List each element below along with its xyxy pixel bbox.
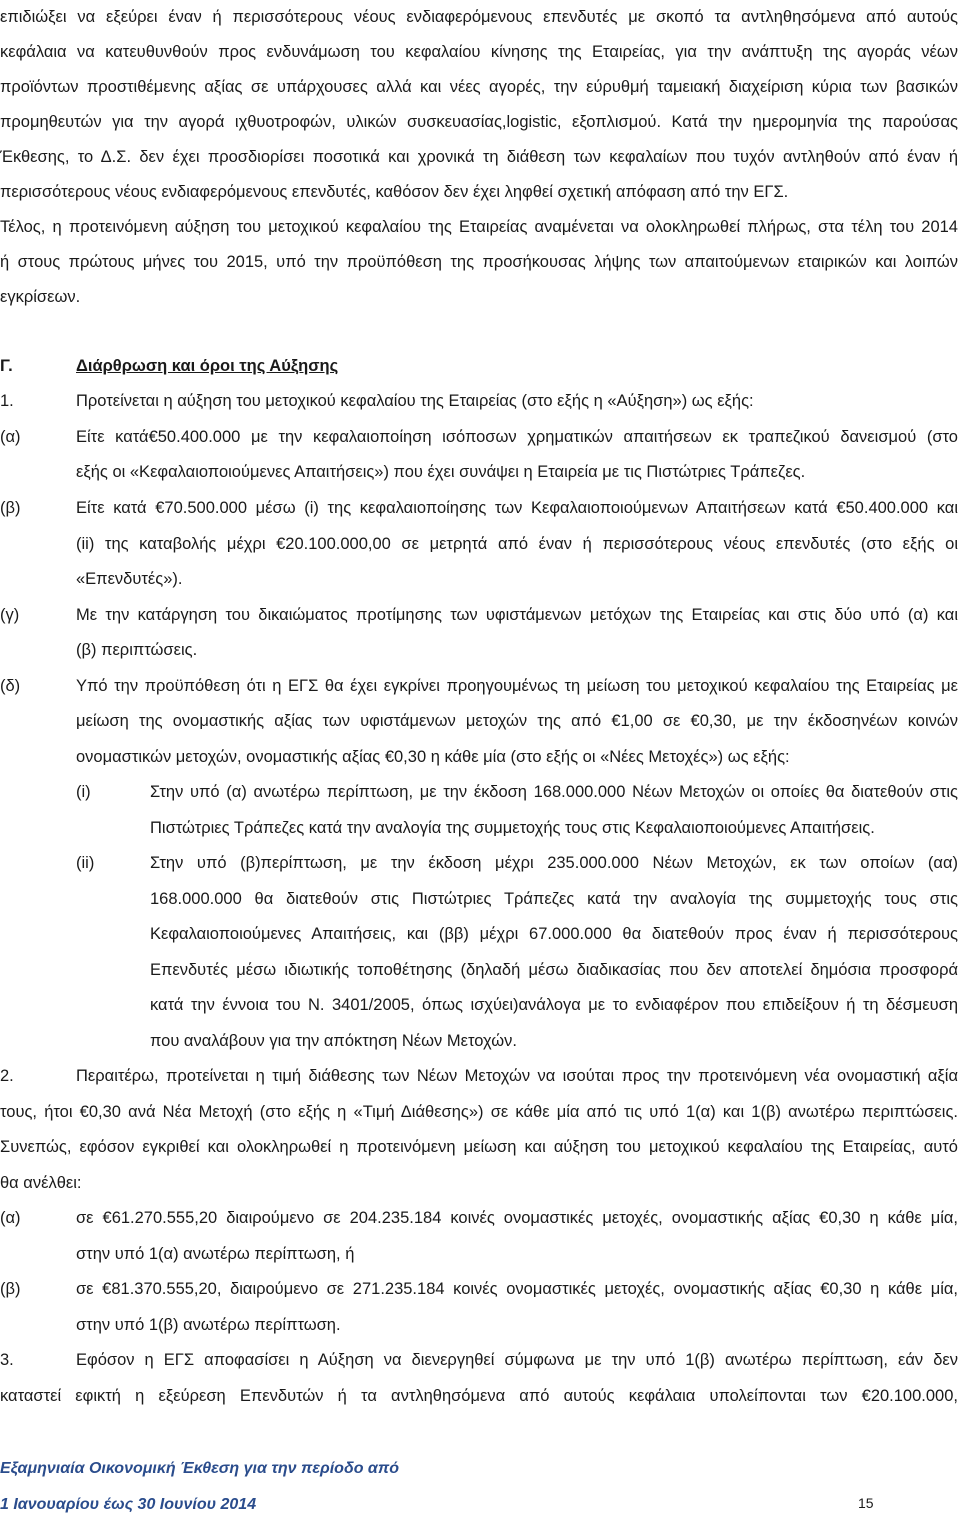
body-text-line: Συνεπώς, εφόσον εγκριθεί και ολοκληρωθεί η προτεινόμενη μείωση και αύξηση του μετοχικού κεφαλαίου της Εταιρείας, αυτό	[0, 1138, 958, 1156]
section-letter: Γ.	[0, 357, 13, 375]
subsubitem-marker: (ii)	[76, 854, 95, 872]
subitem-marker: (α)	[0, 1209, 21, 1227]
subitem-text-line: σε €61.270.555,20 διαιρούμενο σε 204.235.184 κοινές ονομαστικές μετοχές, ονομαστικής αξίας €0,30 η κάθε μία,	[76, 1209, 958, 1227]
subsubitem-text-line: Επενδυτές μέσω ιδιωτικής τοποθέτησης (δηλαδή μέσω διαδικασίας που δεν αποτελεί δημόσια προσφορά	[150, 961, 958, 979]
subitem-text-line: Υπό την προϋπόθεση ότι η ΕΓΣ θα έχει εγκρίνει προηγουμένως τη μείωση του μετοχικού κεφαλαίου της Εταιρείας με	[76, 677, 958, 695]
subitem-marker: (β)	[0, 1280, 21, 1298]
subitem-text-line: στην υπό 1(β) ανωτέρω περίπτωση.	[76, 1316, 341, 1334]
footer-title-line-2: 1 Ιανουαρίου έως 30 Ιουνίου 2014	[0, 1496, 257, 1513]
footer-title-line-1: Εξαμηνιαία Οικονομική Έκθεση για την περίοδο από	[0, 1460, 400, 1477]
subitem-text-line: (β) περιπτώσεις.	[76, 641, 198, 659]
subsubitem-text-line: 168.000.000 θα διατεθούν στις Πιστώτριες Τράπεζες κατά την αναλογία της συμμετοχής τους στις	[150, 890, 958, 908]
subsubitem-text-line: Πιστώτριες Τράπεζες κατά την αναλογία της συμμετοχής τους στις Κεφαλαιοποιούμενες Απαιτήσεις.	[150, 819, 875, 837]
subitem-marker: (δ)	[0, 677, 21, 695]
item-number: 1.	[0, 392, 14, 410]
item-text-line: Εφόσον η ΕΓΣ αποφασίσει η Αύξηση να διενεργηθεί σύμφωνα με την υπό 1(β) ανωτέρω περίπτωση, εάν δεν	[76, 1351, 958, 1369]
body-text-line: επιδιώξει να εξεύρει έναν ή περισσότερους νέους ενδιαφερόμενους επενδυτές με σκοπό τα αντληθησόμενα από αυτούς	[0, 8, 958, 26]
subitem-text-line: εξής οι «Κεφαλαιοποιούμενες Απαιτήσεις») που έχει συνάψει η Εταιρεία με τις Πιστώτριες Τράπεζες.	[76, 463, 806, 481]
subsubitem-text-line: που αναλάβουν για την απόκτηση Νέων Μετοχών.	[150, 1032, 517, 1050]
item-text-line: Περαιτέρω, προτείνεται η τιμή διάθεσης των Νέων Μετοχών να ισούται προς την προτεινόμενη νέα ονομαστική αξία	[76, 1067, 958, 1085]
item-number: 2.	[0, 1067, 14, 1085]
body-text-line: προμηθευτών για την αγορά ιχθυοτροφών, υλικών συσκευασίας,logistic, εξοπλισμού. Κατά την ημερομηνία της παρούσας	[0, 113, 958, 131]
subitem-marker: (α)	[0, 428, 21, 446]
item-number: 3.	[0, 1351, 14, 1369]
subsubitem-text-line: Κεφαλαιοποιούμενες Απαιτήσεις, και (ββ) μέχρι 67.000.000 θα διατεθούν προς έναν ή περισσότερους	[150, 925, 958, 943]
item-text: Προτείνεται η αύξηση του μετοχικού κεφαλαίου της Εταιρείας (στο εξής η «Αύξηση») ως εξής:	[76, 392, 754, 410]
subsubitem-text-line: κατά την έννοια του Ν. 3401/2005, όπως ισχύει)ανάλογα με το ενδιαφέρον που επιδείξουν ή τη δέσμευση	[150, 996, 958, 1014]
body-text-line: Τέλος, η προτεινόμενη αύξηση του μετοχικού κεφαλαίου της Εταιρείας αναμένεται να ολοκληρωθεί πλήρως, στα τέλη του 2014	[0, 218, 958, 236]
subitem-marker: (β)	[0, 499, 21, 517]
subsubitem-marker: (i)	[76, 783, 91, 801]
subitem-text-line: «Επενδυτές»).	[76, 570, 183, 588]
page-number: 15	[858, 1495, 874, 1511]
subsubitem-text-line: Στην υπό (β)περίπτωση, με την έκδοση μέχρι 235.000.000 Νέων Μετοχών, εκ των οποίων (αα)	[150, 854, 958, 872]
subitem-text-line: Είτε κατά €70.500.000 μέσω (i) της κεφαλαιοποίησης των Κεφαλαιοποιούμενων Απαιτήσεων κατά €50.400.000 και	[76, 499, 958, 517]
body-text-line: Έκθεσης, το Δ.Σ. δεν έχει προσδιορίσει ποσοτικά και χρονικά τη διάθεση των κεφαλαίων που τυχόν αντληθούν από έναν ή	[0, 148, 958, 166]
body-text-line: ή στους πρώτους μήνες του 2015, υπό την προϋπόθεση της προσήκουσας λήψης των απαιτούμενων εταιρικών και λοιπών	[0, 253, 958, 271]
body-text-line: περισσότερους νέους ενδιαφερόμενους επενδυτές, καθόσον δεν έχει ληφθεί σχετική απόφαση από την ΕΓΣ.	[0, 183, 789, 201]
subsubitem-text-line: Στην υπό (α) ανωτέρω περίπτωση, με την έκδοση 168.000.000 Νέων Μετοχών οι οποίες θα διατεθούν στις	[150, 783, 958, 801]
subitem-text-line: Με την κατάργηση του δικαιώματος προτίμησης των υφιστάμενων μετόχων της Εταιρείας και στις δύο υπό (α) και	[76, 606, 958, 624]
subitem-marker: (γ)	[0, 606, 20, 624]
section-title: Διάρθρωση και όροι της Αύξησης	[76, 357, 339, 375]
body-text-line: εγκρίσεων.	[0, 288, 81, 306]
subitem-text-line: σε €81.370.555,20, διαιρούμενο σε 271.235.184 κοινές ονομαστικές μετοχές, ονομαστικής αξίας €0,30 η κάθε μία,	[76, 1280, 958, 1298]
subitem-text-line: μείωση της ονομαστικής αξίας των υφιστάμενων μετοχών της από €1,00 σε €0,30, με την έκδοσηνέων κοινών	[76, 712, 958, 730]
body-text-line: καταστεί εφικτή η εξεύρεση Επενδυτών ή τα αντληθησόμενα από αυτούς κεφάλαια υπολείπονται των €20.100.000,	[0, 1387, 958, 1405]
body-text-line: προϊόντων προστιθέμενης αξίας σε υπάρχουσες αλλά και νέες αγορές, την εύρυθμή ταμειακή διαχείριση κύρια των βασικών	[0, 78, 958, 96]
subitem-text-line: στην υπό 1(α) ανωτέρω περίπτωση, ή	[76, 1245, 355, 1263]
subitem-text-line: ονομαστικών μετοχών, ονομαστικής αξίας €0,30 η κάθε μία (στο εξής οι «Νέες Μετοχές») ως εξής:	[76, 748, 790, 766]
body-text-line: κεφάλαια να κατευθυνθούν προς ενδυνάμωση του κεφαλαίου κίνησης της Εταιρείας, για την ανάπτυξη της αγοράς νέων	[0, 43, 958, 61]
subitem-text-line: Είτε κατά€50.400.000 με την κεφαλαιοποίηση ισόποσων χρηματικών απαιτήσεων εκ τραπεζικού δανεισμού (στο	[76, 428, 958, 446]
subitem-text-line: (ii) της καταβολής μέχρι €20.100.000,00 σε μετρητά από έναν ή περισσότερους νέους επενδυτές (στο εξής οι	[76, 535, 958, 553]
body-text-line: τους, ήτοι €0,30 ανά Νέα Μετοχή (στο εξής η «Τιμή Διάθεσης») σε κάθε μία από τις υπό 1(α) και 1(β) ανωτέρω περιπτώσεις.	[0, 1103, 958, 1121]
body-text-line: θα ανέλθει:	[0, 1174, 82, 1192]
